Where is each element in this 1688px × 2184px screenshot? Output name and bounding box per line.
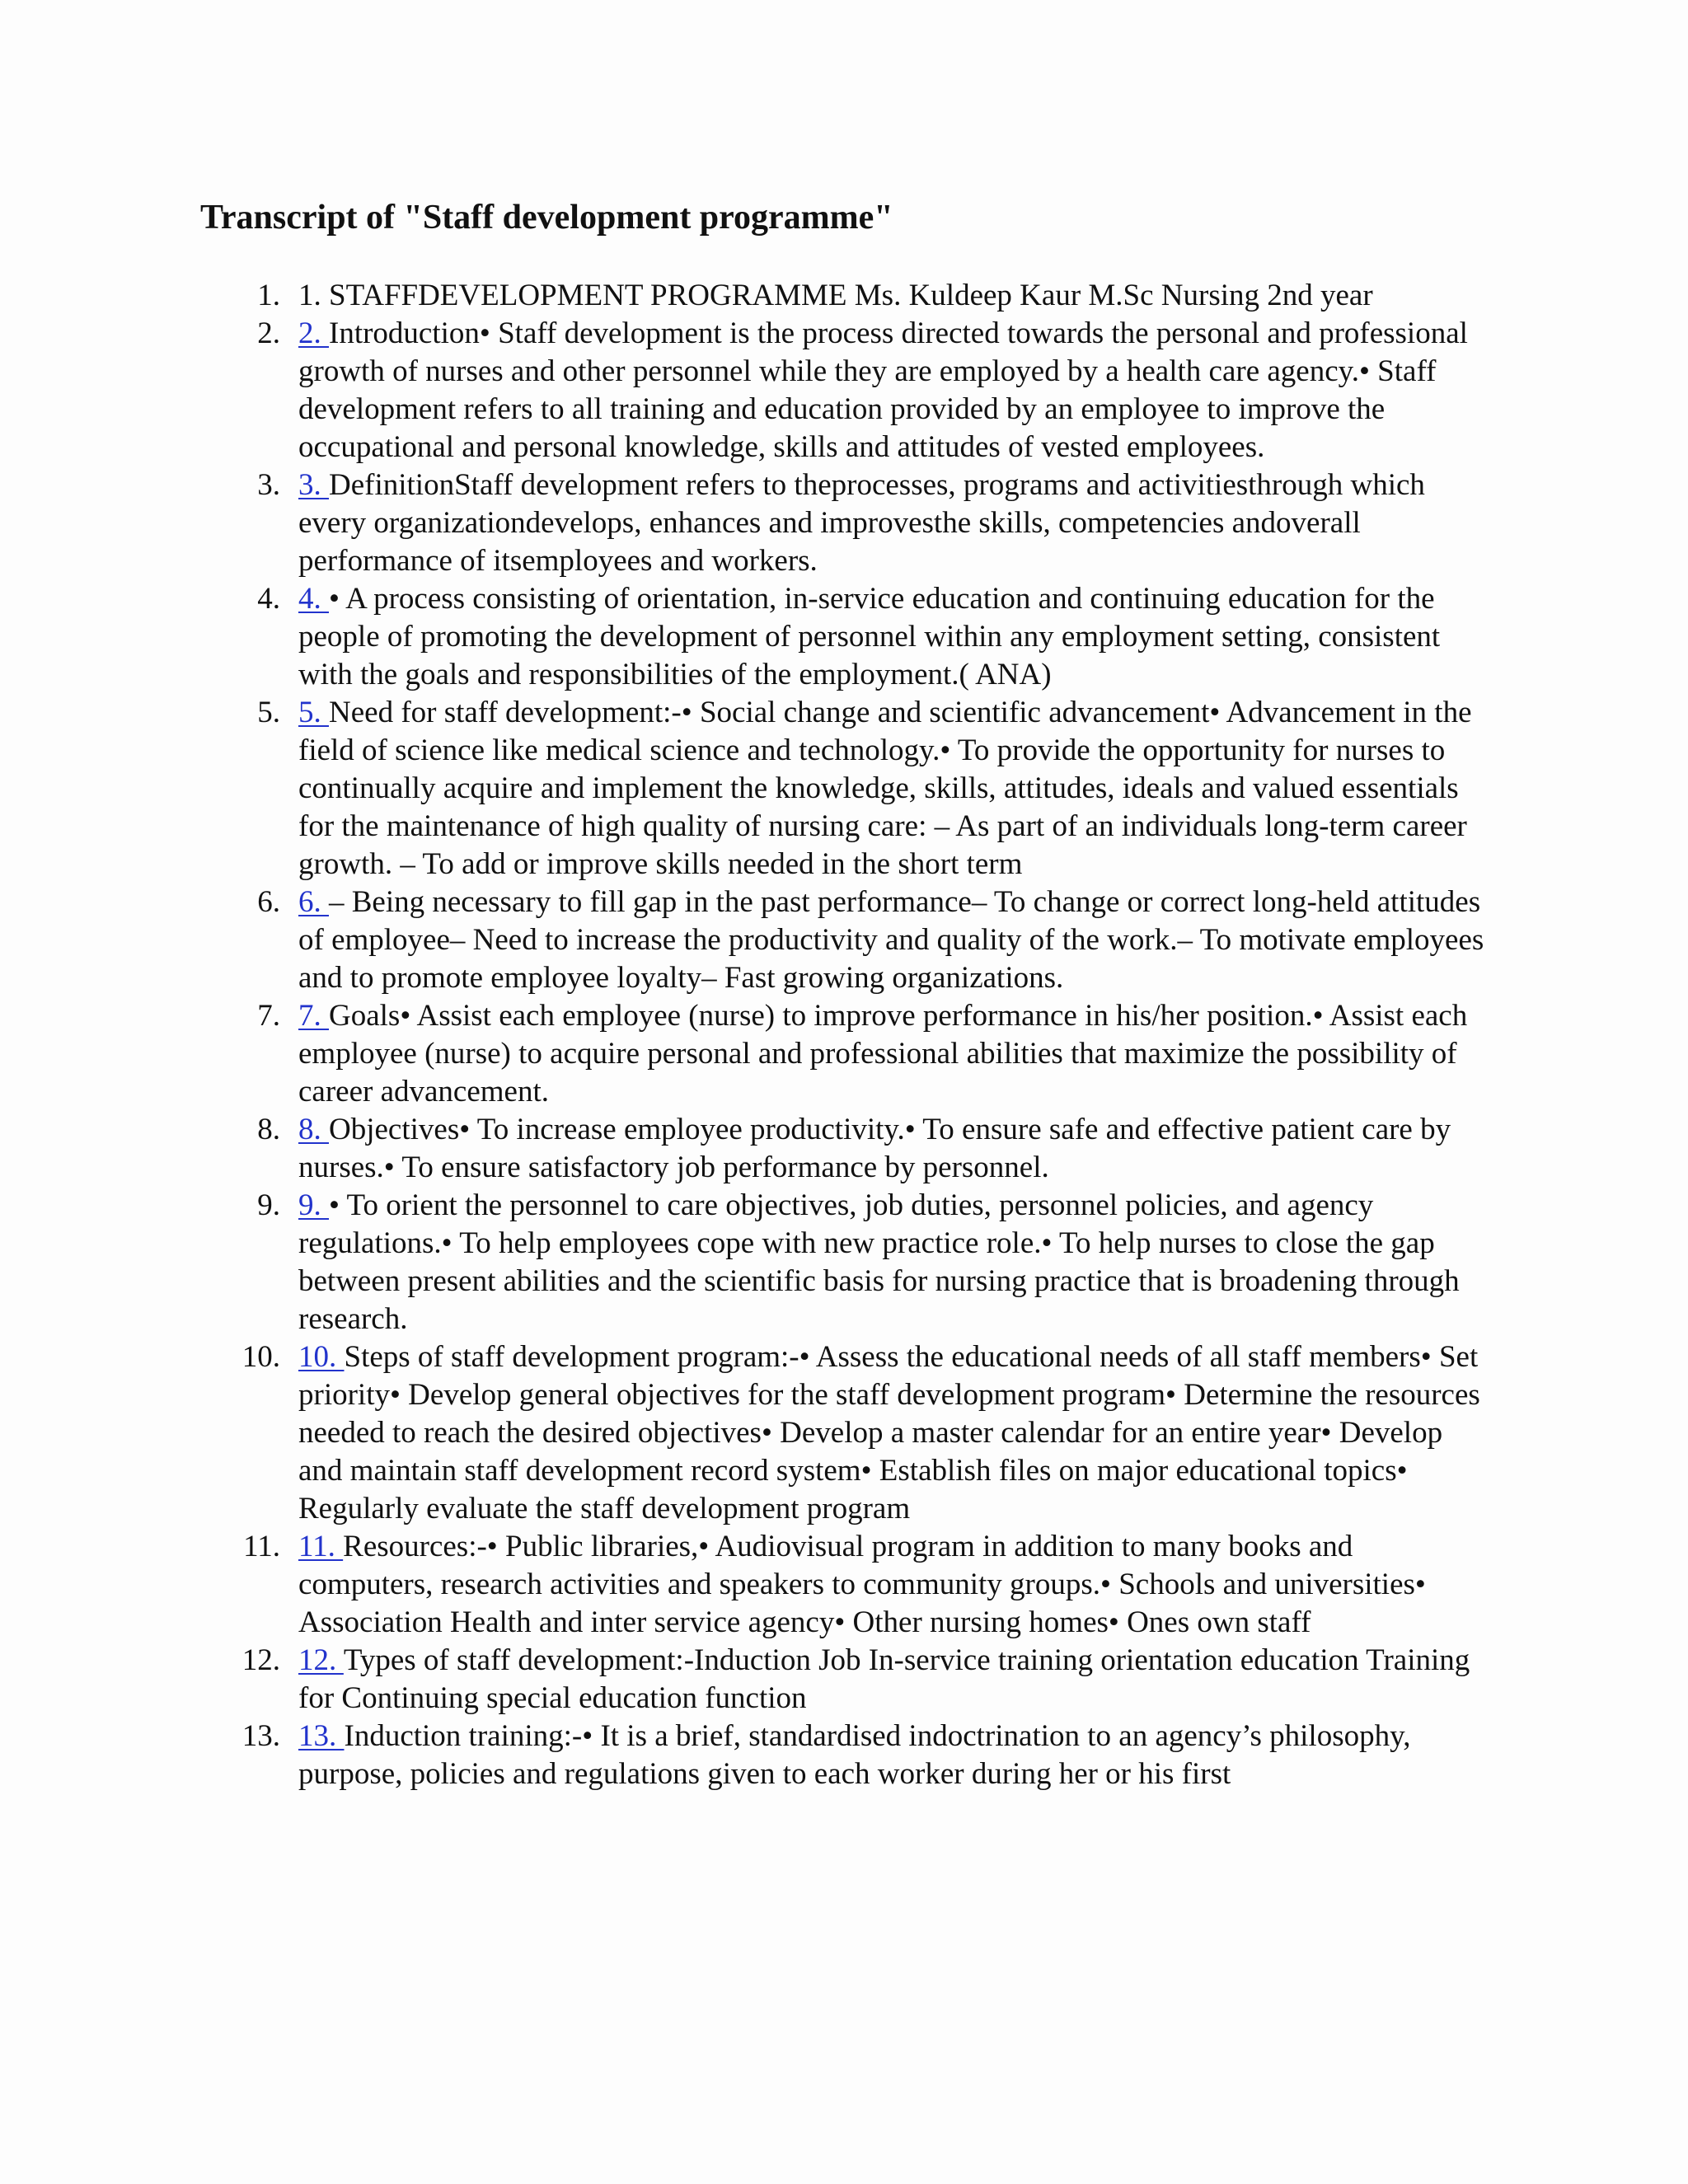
- item-number: 3.: [257, 468, 280, 502]
- item-number: 1.: [257, 279, 280, 312]
- list-item: [0, 1338, 1688, 1528]
- item-text: Induction training:-• It is a brief, standardised indoctrination to an agency’s philosophy, purpose, policies and regulations given to each worker during her or his first: [298, 1719, 1411, 1791]
- slide-link[interactable]: 3.: [298, 468, 329, 502]
- list-item: [0, 883, 1688, 997]
- item-number: 6.: [257, 885, 280, 919]
- slide-link[interactable]: 5.: [298, 696, 329, 729]
- document-title: Transcript of "Staff development programme": [200, 199, 893, 237]
- item-text: Steps of staff development program:-• Assess the educational needs of all staff members• Set priority• Develop general objectives for the staff development program• Determine the resources needed to reach the desired objectives• Develop a master calendar for an entire year• Develop and maintain staff development record system• Establish files on major educational topics• Regularly evaluate the staff development program: [298, 1340, 1480, 1526]
- list-item: [0, 997, 1688, 1111]
- slide-link[interactable]: 7.: [298, 999, 329, 1033]
- item-text: Types of staff development:-Induction Job In-service training orientation education Training for Continuing special education function: [298, 1643, 1470, 1715]
- item-text: Objectives• To increase employee productivity.• To ensure safe and effective patient care by nurses.• To ensure satisfactory job performance by personnel.: [298, 1113, 1451, 1184]
- slide-link[interactable]: 10.: [298, 1340, 345, 1374]
- item-text: 1. STAFFDEVELOPMENT PROGRAMME Ms. Kuldeep Kaur M.Sc Nursing 2nd year: [298, 279, 1373, 312]
- list-item: [0, 1187, 1688, 1338]
- item-text: • To orient the personnel to care objectives, job duties, personnel policies, and agency regulations.• To help employees cope with new practice role.• To help nurses to close the gap between present abilities and the scientific basis for nursing practice that is broadening through research.: [298, 1188, 1460, 1336]
- slide-link[interactable]: 8.: [298, 1113, 329, 1146]
- slide-link[interactable]: 2.: [298, 316, 329, 350]
- list-item: [0, 580, 1688, 694]
- item-number: 13.: [241, 1719, 280, 1753]
- list-item: [0, 1718, 1688, 1793]
- item-number: 2.: [257, 316, 280, 350]
- item-text: DefinitionStaff development refers to theprocesses, programs and activitiesthrough which every organizationdevelops, enhances and improvesthe skills, competencies andoverall performance of itsemployees and workers.: [298, 468, 1425, 578]
- slide-link[interactable]: 4.: [298, 582, 329, 616]
- item-number: 7.: [257, 999, 280, 1033]
- slide-link[interactable]: 6.: [298, 885, 329, 919]
- slide-link[interactable]: 13.: [298, 1719, 345, 1753]
- item-number: 9.: [257, 1188, 280, 1222]
- transcript-list: [0, 277, 1688, 1793]
- item-number: 5.: [257, 696, 280, 729]
- item-number: 11.: [243, 1530, 280, 1563]
- list-item: [0, 1528, 1688, 1642]
- item-text: • A process consisting of orientation, in-service education and continuing education for the people of promoting the development of personnel within any employment setting, consistent with the goals and responsibilities of the employment.( ANA): [298, 582, 1441, 691]
- slide-link[interactable]: 11.: [298, 1530, 344, 1563]
- list-item: [0, 1111, 1688, 1187]
- list-item: [0, 277, 1688, 315]
- item-number: 12.: [241, 1643, 280, 1677]
- item-number: 8.: [257, 1113, 280, 1146]
- item-text: – Being necessary to fill gap in the past performance– To change or correct long-held attitudes of employee– Need to increase the productivity and quality of the work.– To motivate employees and to promote employee loyalty– Fast growing organizations.: [298, 885, 1484, 995]
- slide-link[interactable]: 12.: [298, 1643, 344, 1677]
- item-text: Introduction• Staff development is the process directed towards the personal and professional growth of nurses and other personnel while they are employed by a health care agency.• Staff development refers to all training and education provided by an employee to improve the occupational and personal knowledge, skills and attitudes of vested employees.: [298, 316, 1468, 464]
- list-item: [0, 694, 1688, 883]
- item-text: Goals• Assist each employee (nurse) to improve performance in his/her position.• Assist each employee (nurse) to acquire personal and professional abilities that maximize the possibility of career advancement.: [298, 999, 1468, 1108]
- item-text: Need for staff development:-• Social change and scientific advancement• Advancement in the field of science like medical science and technology.• To provide the opportunity for nurses to continually acquire and implement the knowledge, skills, attitudes, ideals and valued essentials for the maintenance of high quality of nursing care: – As part of an individuals long-term career growth. – To add or improve skills needed in the short term: [298, 696, 1472, 881]
- slide-link[interactable]: 9.: [298, 1188, 329, 1222]
- list-item: [0, 466, 1688, 580]
- list-item: [0, 1642, 1688, 1718]
- item-number: 10.: [241, 1340, 280, 1374]
- item-number: 4.: [257, 582, 280, 616]
- list-item: [0, 315, 1688, 466]
- item-text: Resources:-• Public libraries,• Audiovisual program in addition to many books and computers, research activities and speakers to community groups.• Schools and universities• Association Health and inter service agency• Other nursing homes• Ones own staff: [298, 1530, 1426, 1639]
